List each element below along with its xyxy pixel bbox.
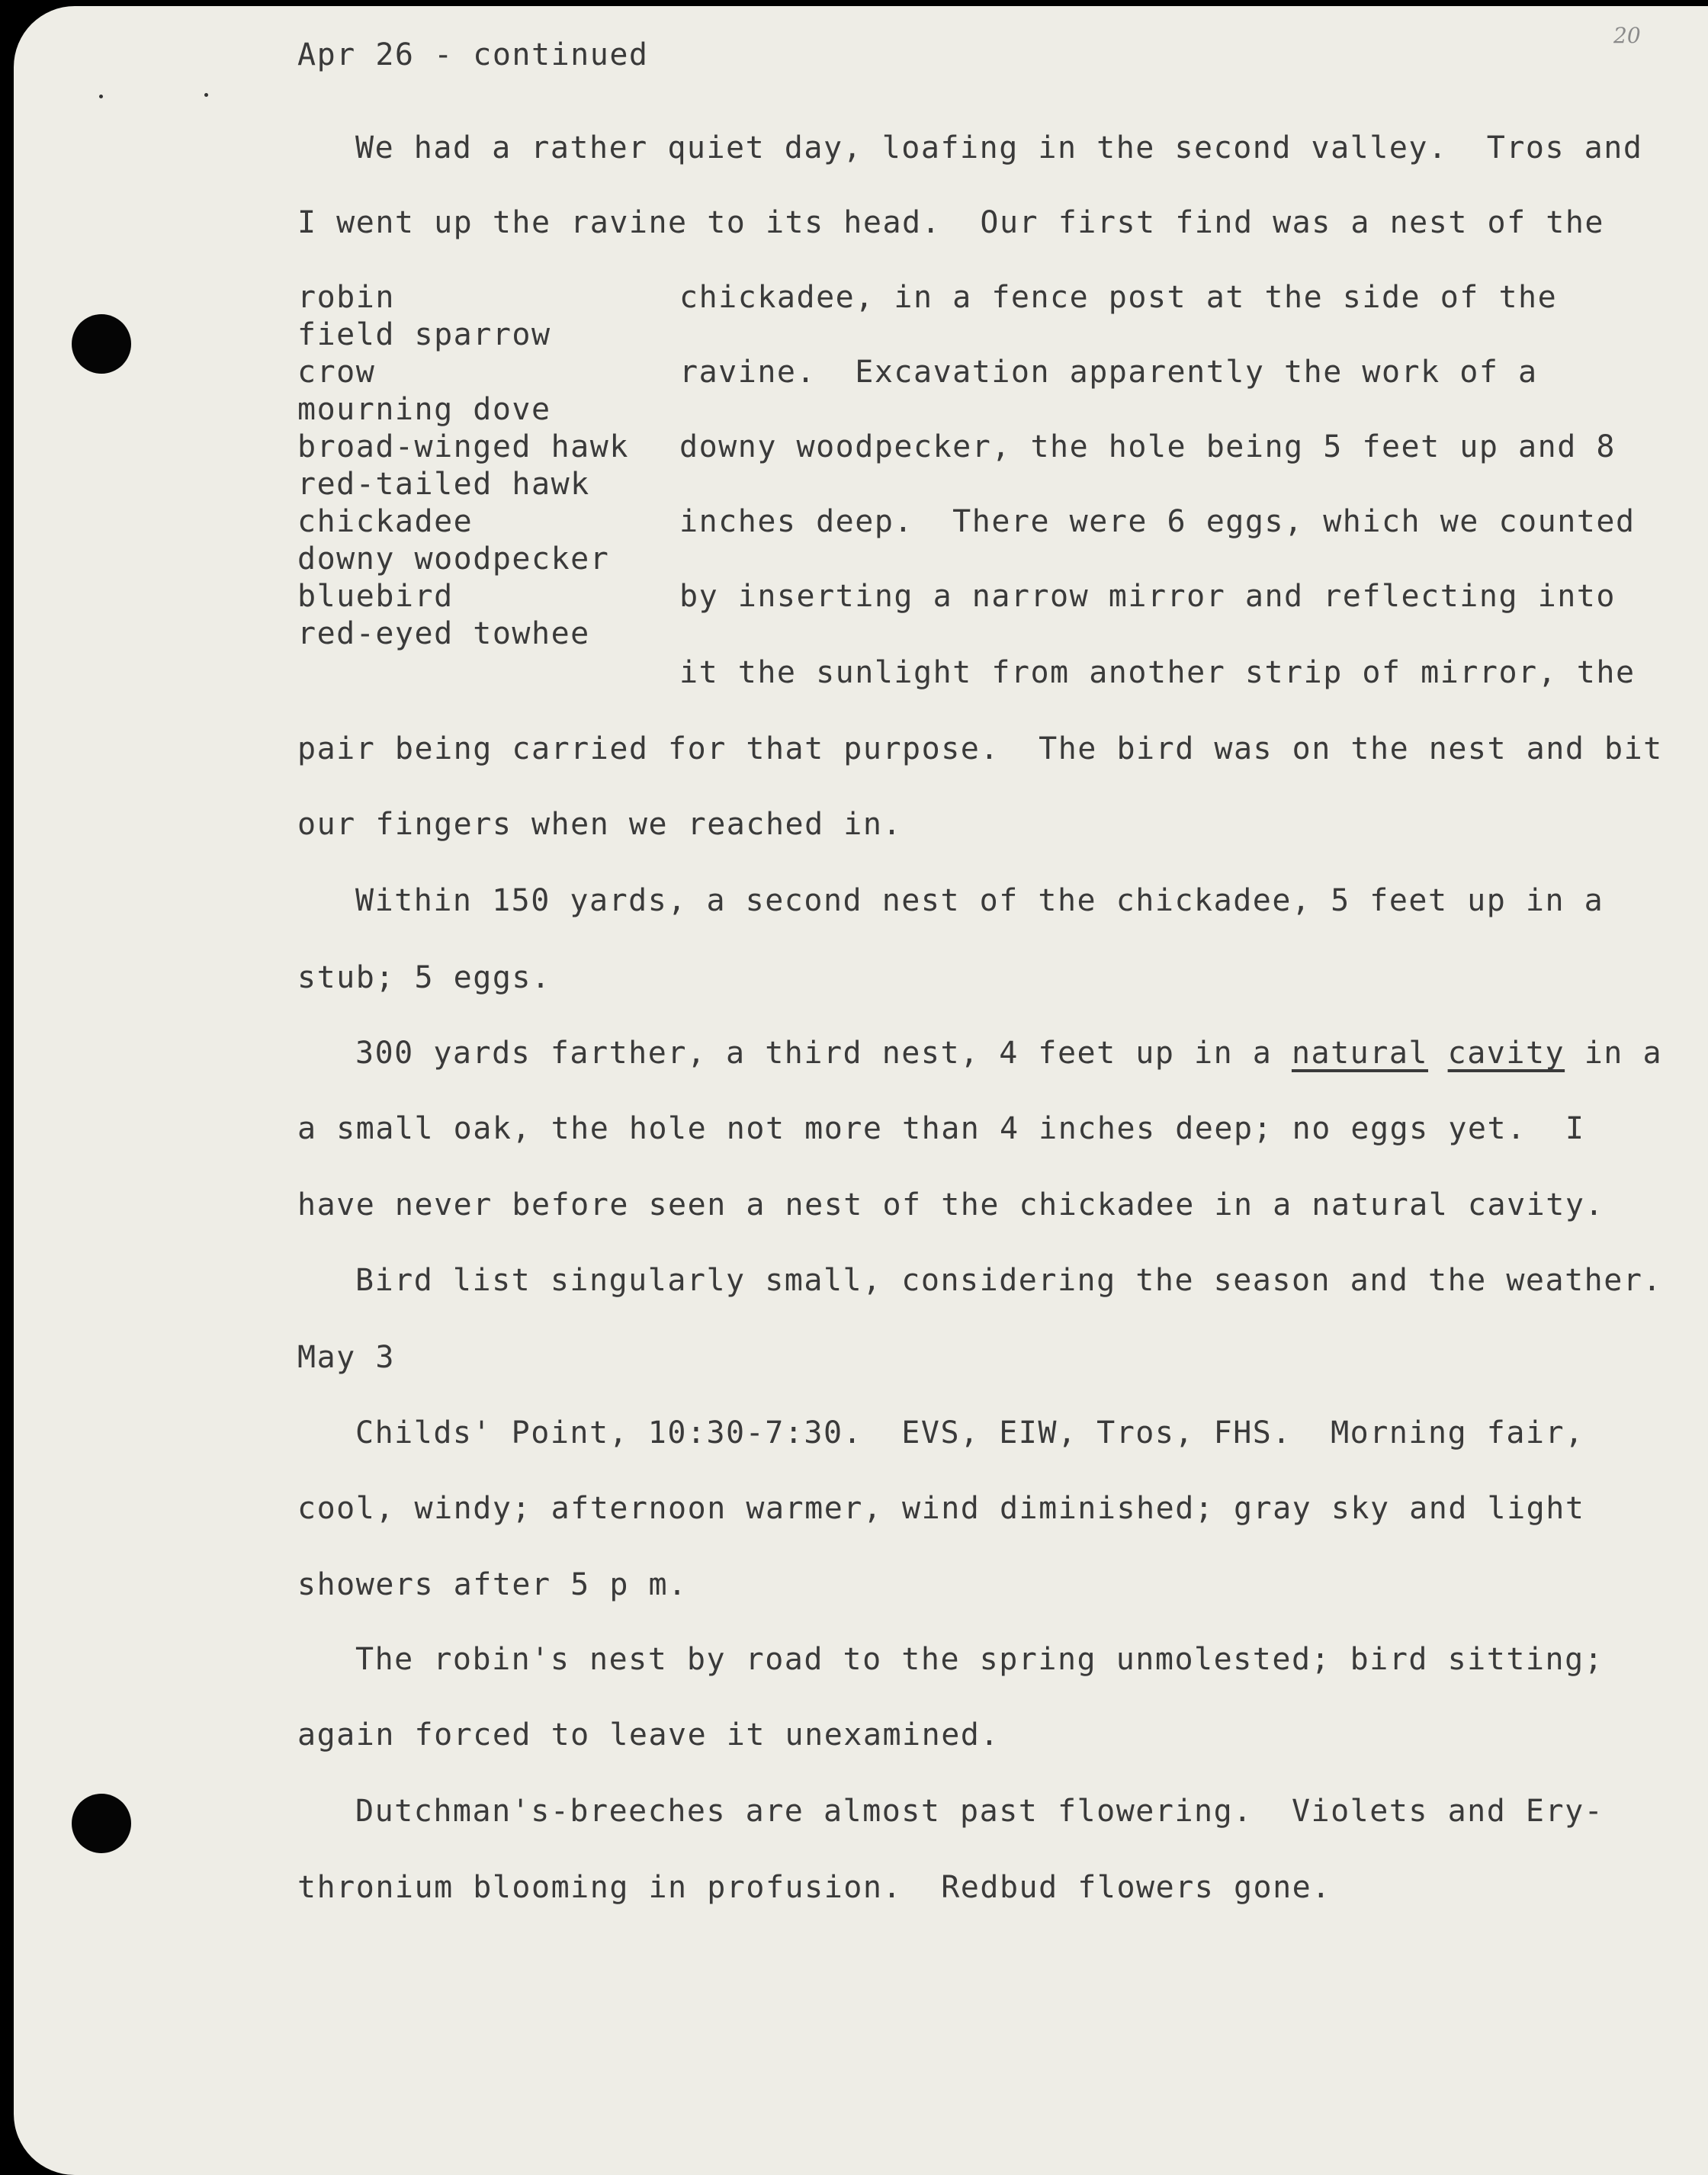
body-line: by inserting a narrow mirror and reflecting into <box>679 579 1616 614</box>
paper-speck <box>204 93 208 97</box>
typed-page <box>14 6 1708 2175</box>
body-line: ravine. Excavation apparently the work of a <box>679 355 1538 390</box>
bird-list-item: robin <box>297 280 395 315</box>
underlined-word: cavity <box>1447 1036 1565 1071</box>
body-line: thronium blooming in profusion. Redbud flowers gone. <box>297 1870 1331 1905</box>
body-line: showers after 5 p m. <box>297 1567 688 1602</box>
body-line: inches deep. There were 6 eggs, which we counted <box>679 504 1636 539</box>
punch-hole-bottom <box>72 1794 131 1853</box>
bird-list-item: downy woodpecker <box>297 541 610 577</box>
underlined-word: natural <box>1291 1036 1429 1071</box>
page-number: 20 <box>1613 23 1641 48</box>
body-line: downy woodpecker, the hole being 5 feet up and 8 <box>679 429 1616 464</box>
body-line: Within 150 yards, a second nest of the chickadee, 5 feet up in a <box>355 883 1604 918</box>
paper-speck <box>99 95 103 98</box>
body-line: The robin's nest by road to the spring unmolested; bird sitting; <box>355 1642 1604 1677</box>
punch-hole-top <box>72 314 131 374</box>
body-line: chickadee, in a fence post at the side of the <box>679 280 1558 315</box>
bird-list-item: red-eyed towhee <box>297 616 590 651</box>
entry-date: May 3 <box>297 1340 395 1375</box>
body-line: Bird list singularly small, considering the season and the weather. <box>355 1263 1662 1298</box>
body-line: a small oak, the hole not more than 4 inches deep; no eggs yet. I <box>297 1111 1585 1146</box>
bird-list-item: red-tailed hawk <box>297 467 590 502</box>
body-line: again forced to leave it unexamined. <box>297 1717 1000 1753</box>
bird-list-item: bluebird <box>297 579 454 614</box>
bird-list-item: broad-winged hawk <box>297 429 629 464</box>
body-line: it the sunlight from another strip of mirror, the <box>679 655 1636 690</box>
page-heading: Apr 26 - continued <box>297 37 649 72</box>
body-line: Childs' Point, 10:30-7:30. EVS, EIW, Tros, FHS. Morning fair, <box>355 1415 1584 1451</box>
bird-list-item: field sparrow <box>297 317 551 352</box>
body-line: pair being carried for that purpose. The bird was on the nest and bit <box>297 731 1663 766</box>
body-line: I went up the ravine to its head. Our first find was a nest of the <box>297 205 1604 240</box>
body-text: 300 yards farther, a third nest, 4 feet up in a <box>355 1036 1292 1071</box>
bird-list-item: crow <box>297 355 376 390</box>
body-line: We had a rather quiet day, loafing in the second valley. Tros and <box>355 130 1643 165</box>
body-line: Dutchman's-breeches are almost past flowering. Violets and Ery- <box>355 1794 1604 1829</box>
bird-list-item: chickadee <box>297 504 474 539</box>
body-line: have never before seen a nest of the chickadee in a natural cavity. <box>297 1187 1604 1222</box>
body-text: in a <box>1565 1036 1663 1071</box>
body-line: our fingers when we reached in. <box>297 807 903 842</box>
body-line <box>355 1036 1663 1071</box>
body-line: cool, windy; afternoon warmer, wind diminished; gray sky and light <box>297 1491 1585 1526</box>
body-line: stub; 5 eggs. <box>297 960 551 995</box>
body-text <box>1428 1036 1448 1071</box>
bird-list-item: mourning dove <box>297 392 551 427</box>
